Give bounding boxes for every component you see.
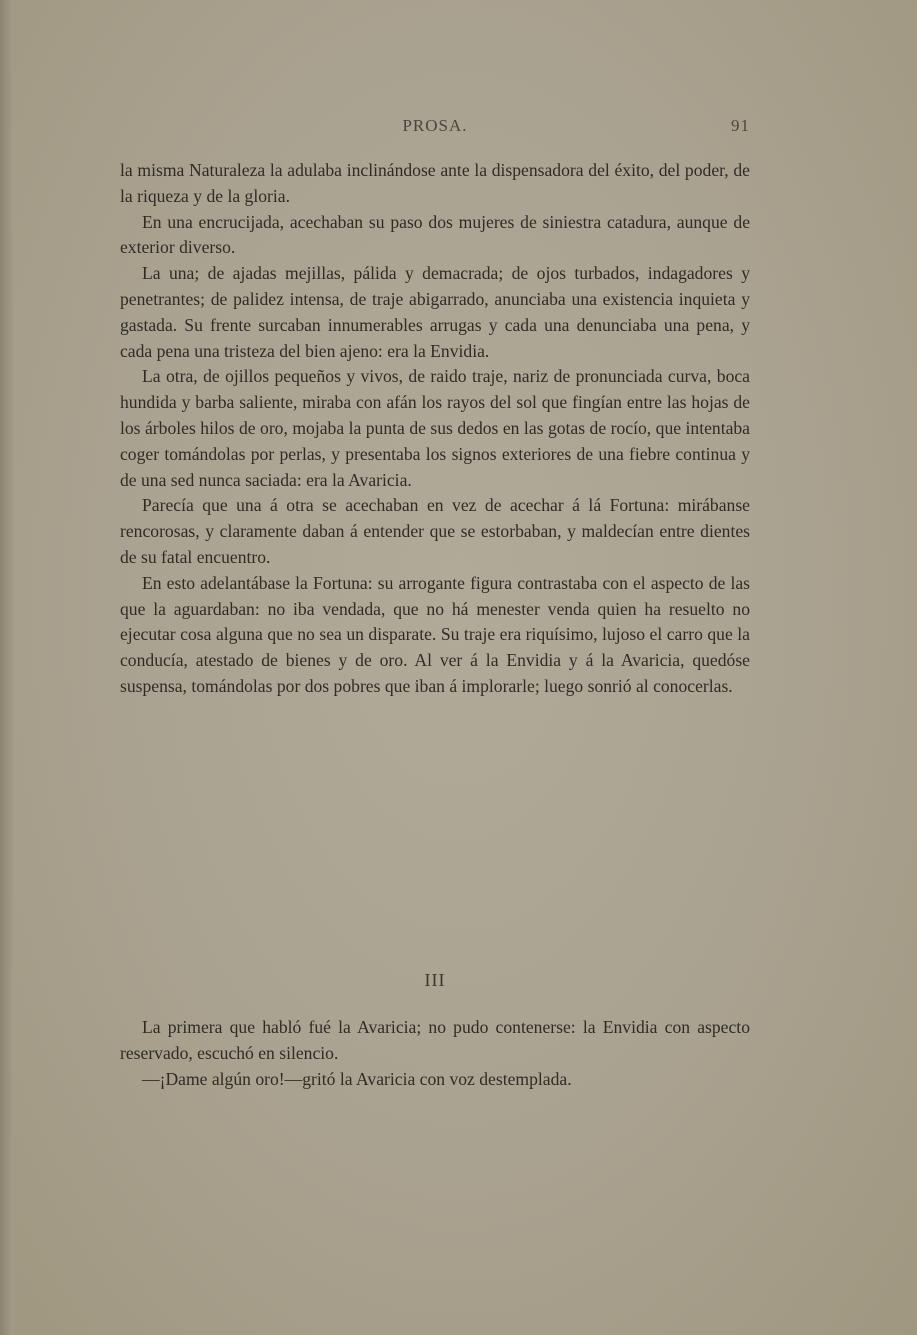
running-title: PROSA.: [402, 116, 468, 135]
page-spine-shadow: [0, 0, 14, 1335]
paragraph: La una; de ajadas mejillas, pálida y demacrada; de ojos turbados, indagadores y penetrantes; de palidez intensa, de traje abigarrado, anunciaba una existencia inquieta y gastada. Su frente surcaban innumerables arrugas y cada una denunciaba una pena, y cada pena una tristeza del bien ajeno: era la Envidia.: [120, 263, 750, 361]
section-heading: III: [424, 970, 446, 990]
paragraph: Parecía que una á otra se acechaban en vez de acechar á lá Fortuna: mirábanse rencorosas, y claramente daban á entender que se estorbaban, y maldecían entre dientes de su fatal encuentro.: [120, 495, 750, 567]
paragraph: La primera que habló fué la Avaricia; no pudo contenerse: la Envidia con aspecto reservado, escuchó en silencio.: [120, 1017, 750, 1063]
running-head: [120, 116, 750, 138]
section-one-text: [120, 158, 750, 700]
paragraph: En esto adelantábase la Fortuna: su arrogante figura contrastaba con el aspecto de las que la aguardaban: no iba vendada, que no há menester venda quien ha resuelto no ejecutar cosa alguna que no sea un disparate. Su traje era riquísimo, lujoso el carro que la conducía, atestado de bienes y de oro. Al ver á la Envidia y á la Avaricia, quedóse suspensa, tomándolas por dos pobres que iban á implorarle; luego sonrió al conocerlas.: [120, 572, 750, 696]
paragraph: En una encrucijada, acechaban su paso dos mujeres de siniestra catadura, aunque de exterior diverso.: [120, 211, 750, 258]
paragraph: la misma Naturaleza la adulaba inclinándose ante la dispensadora del éxito, del poder, de la riqueza y de la gloria.: [120, 160, 750, 206]
paragraph: —¡Dame algún oro!—gritó la Avaricia con voz destemplada.: [142, 1068, 572, 1089]
section-two-text: [120, 1015, 750, 1092]
paragraph: La otra, de ojillos pequeños y vivos, de raido traje, nariz de pronunciada curva, boca hundida y barba saliente, miraba con afán los rayos del sol que fingían entre las hojas de los árboles hilos de oro, mojaba la punta de sus dedos en las gotas de rocío, que intentaba coger tomándolas por perlas, y presentaba los signos exteriores de una fiebre continua y de una sed nunca saciada: era la Avaricia.: [120, 366, 750, 490]
page-number: 91: [731, 116, 750, 135]
